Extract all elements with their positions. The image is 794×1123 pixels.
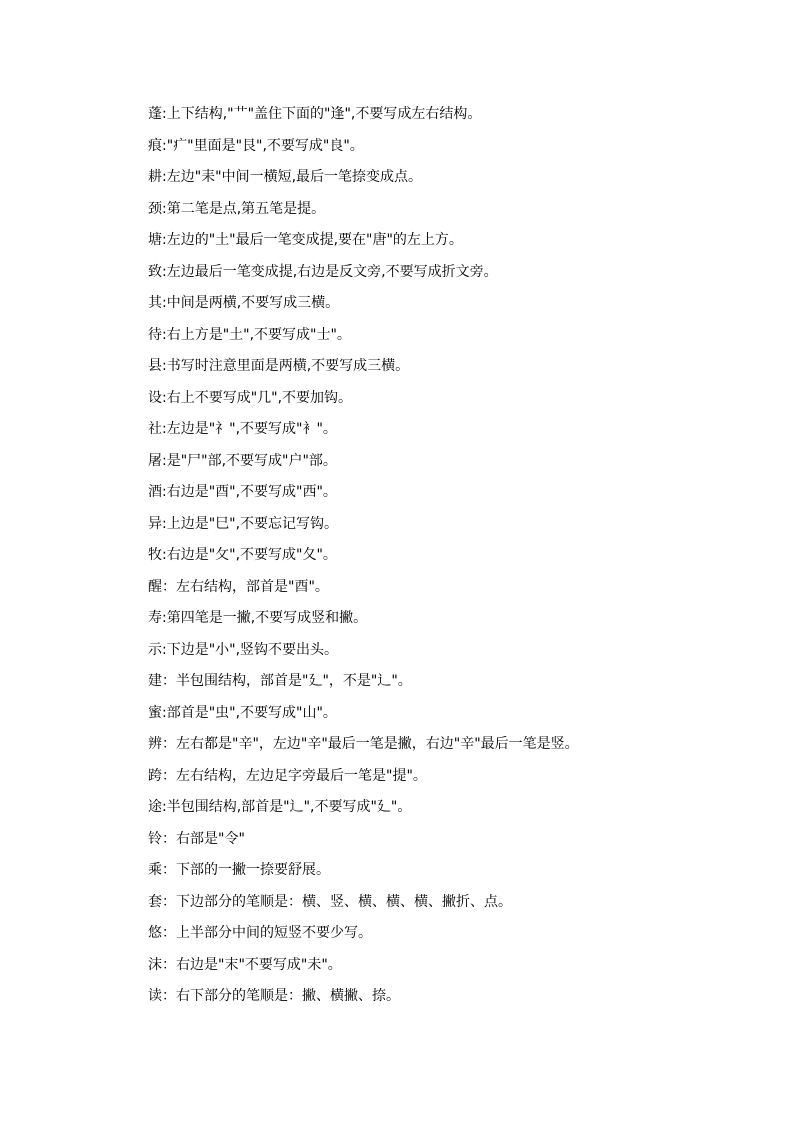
note-mi: 蜜:部首是"虫",不要写成"山"。	[148, 704, 337, 721]
note-dai: 待:右上方是"土",不要写成"士"。	[148, 326, 351, 343]
note-jiu: 酒:右边是"酉",不要写成"西"。	[148, 484, 337, 500]
note-peng: 蓬:上下结构,"艹"盖住下面的"逢",不要写成左右结构。	[148, 106, 482, 122]
note-cheng: 乘：下部的一撇一捺要舒展。	[148, 862, 330, 878]
note-yi: 异:上边是"巳",不要忘记写钩。	[148, 515, 339, 532]
note-mu: 牧:右边是"攵",不要写成"夂"。	[148, 547, 337, 563]
note-ling: 铃：右部是"令"	[148, 830, 245, 847]
note-hen: 痕:"疒"里面是"艮",不要写成"良"。	[148, 137, 364, 154]
note-tang: 塘:左边的"土"最后一笔变成提,要在"唐"的左上方。	[148, 232, 463, 248]
note-xing: 醒：左右结构，部首是"酉"。	[148, 578, 329, 595]
note-mo: 沫：右边是"末"不要写成"未"。	[148, 956, 342, 973]
note-kua: 跨：左右结构，左边足字旁最后一笔是"提"。	[148, 767, 427, 784]
note-shou: 寿:第四笔是一撇,不要写成竖和撇。	[148, 610, 368, 626]
note-zhi: 致:左边最后一笔变成提,右边是反文旁,不要写成折文旁。	[148, 263, 498, 280]
note-du: 读：右下部分的笔顺是：撇、横撇、捺。	[148, 988, 400, 1004]
note-jian: 建：半包围结构，部首是"廴"，不是"辶"。	[148, 673, 412, 689]
note-tu-way: 途:半包围结构,部首是"辶",不要写成"廴"。	[148, 799, 412, 815]
character-notes-list	[148, 99, 768, 1013]
note-tao: 套：下边部分的笔顺是：横、竖、横、横、横、撇折、点。	[148, 893, 512, 910]
note-qi: 其:中间是两横,不要写成三横。	[148, 295, 340, 311]
note-she-society: 社:左边是"礻",不要写成"衤"。	[148, 421, 337, 437]
note-jing: 颈:第二笔是点,第五笔是提。	[148, 200, 326, 217]
note-tu-slaughter: 屠:是"尸"部,不要写成"户"部。	[148, 452, 337, 469]
note-she-design: 设:右上不要写成"几",不要加钩。	[148, 389, 353, 406]
note-shi: 示:下边是"小",竖钩不要出头。	[148, 641, 339, 658]
note-geng: 耕:左边"耒"中间一横短,最后一笔捺变成点。	[148, 169, 423, 185]
note-bian: 辨：左右都是"辛"，左边"辛"最后一笔是撇，右边"辛"最后一笔是竖。	[148, 736, 579, 752]
note-xian: 县:书写时注意里面是两横,不要写成三横。	[148, 358, 410, 374]
note-you: 悠：上半部分中间的短竖不要少写。	[148, 925, 372, 941]
